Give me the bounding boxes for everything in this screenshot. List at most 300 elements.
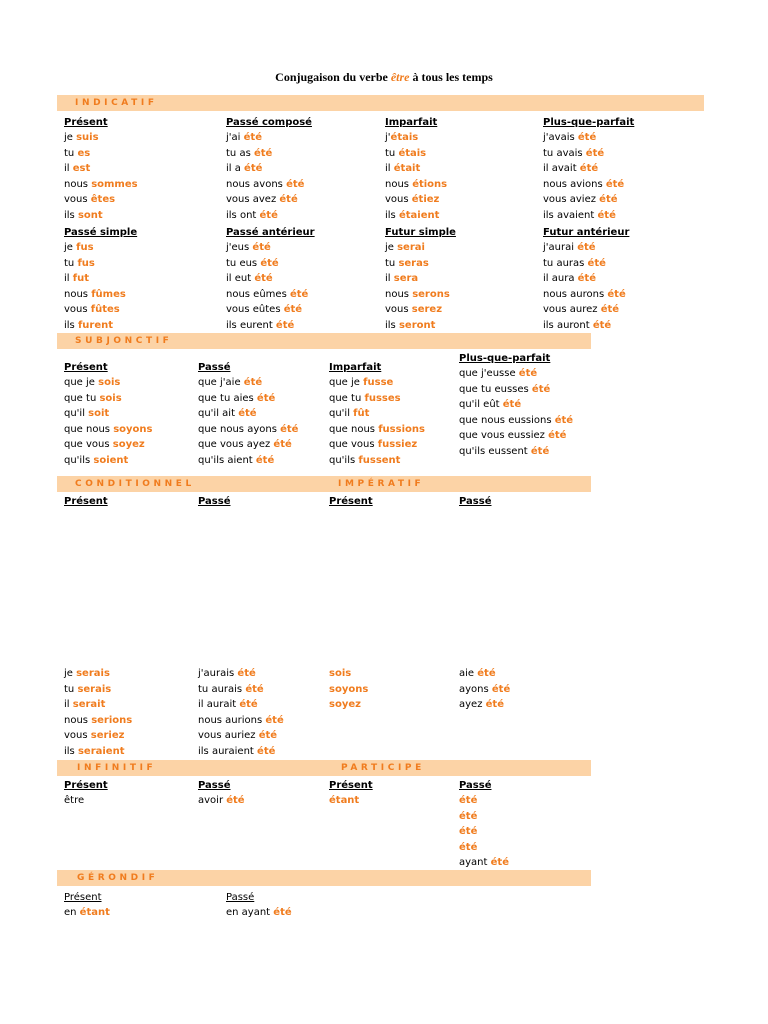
conjugation-row — [226, 318, 315, 334]
verb-form: été — [459, 841, 478, 853]
tense-column — [198, 778, 245, 809]
pronoun: il — [64, 163, 73, 174]
conjugation-row — [543, 240, 629, 256]
conjugation-row — [198, 406, 298, 422]
conjugation-row — [459, 666, 510, 682]
verb-form: êtes — [90, 194, 116, 205]
verb-form: été — [273, 907, 292, 918]
title-verb: être — [390, 70, 410, 84]
conjugation-row — [329, 682, 368, 698]
verb-form: serais — [77, 683, 112, 695]
pronoun: ils auraient — [198, 745, 258, 757]
verb-form: été — [238, 408, 257, 419]
conjugation-row — [64, 697, 132, 713]
verb-form: était — [393, 163, 421, 174]
pronoun: qu'ils — [64, 454, 94, 466]
conjugation-row — [543, 256, 629, 272]
conjugation-row — [64, 177, 138, 193]
verb-form: soyez — [112, 439, 145, 450]
conjugation-row — [459, 382, 573, 398]
tense-heading: Plus-que-parfait — [543, 117, 635, 128]
verb-form: été — [265, 714, 284, 726]
tense-column — [198, 360, 298, 468]
conjugation-row — [226, 240, 315, 256]
tense-column — [64, 890, 110, 921]
conjugation-row — [543, 177, 634, 193]
pronoun: que tu aies — [198, 392, 257, 404]
verb-form: été — [255, 454, 275, 466]
verb-form: été — [518, 368, 538, 379]
conjugation-row — [459, 397, 573, 413]
section-bar-gerondif — [57, 870, 591, 886]
pronoun: vous — [64, 194, 91, 205]
verb-form: étais — [390, 132, 419, 143]
pronoun: que j'aie — [198, 377, 244, 388]
conjugation-row — [543, 271, 629, 287]
verb-form: été — [280, 423, 299, 435]
tense-rows — [64, 666, 132, 759]
verb-form: serons — [412, 288, 450, 300]
verb-form: été — [239, 699, 258, 710]
tense-heading: Passé — [198, 496, 231, 507]
tense-heading: Présent — [64, 780, 108, 791]
conjugation-row — [226, 302, 315, 318]
conjugation-row — [64, 406, 153, 422]
verb-form: été — [289, 288, 309, 300]
pronoun: je — [64, 132, 77, 143]
pronoun: que nous — [64, 423, 114, 435]
tense-rows — [329, 666, 368, 713]
conjugation-row — [385, 302, 456, 318]
conjugation-row — [64, 240, 137, 256]
conjugation-row — [226, 130, 312, 146]
verb-form: été — [260, 257, 279, 269]
conjugation-row — [226, 256, 315, 272]
pronoun: vous — [385, 194, 412, 205]
pronoun: nous avons — [226, 178, 287, 190]
pronoun: vous auriez — [198, 730, 259, 741]
section-title-conditionnel: CONDITIONNEL — [75, 479, 195, 489]
conjugation-row — [329, 406, 425, 422]
pronoun: il aura — [543, 273, 578, 284]
verb-form: été — [459, 795, 478, 806]
pronoun: être — [64, 795, 85, 806]
tense-heading: Passé — [226, 892, 255, 903]
verb-form: été — [279, 194, 298, 205]
verb-form: es — [77, 147, 91, 159]
pronoun: avoir — [198, 795, 227, 806]
verb-form: été — [577, 132, 597, 143]
verb-form: été — [275, 319, 295, 331]
pronoun: ils — [385, 209, 399, 221]
pronoun: vous avez — [226, 194, 280, 205]
conjugation-row — [64, 146, 138, 162]
verb-form: été — [257, 745, 276, 757]
tense-column — [64, 360, 153, 468]
verb-form: été — [243, 377, 263, 388]
verb-form: fussiez — [377, 439, 418, 450]
pronoun: il eut — [226, 273, 255, 284]
verb-form: été — [554, 414, 574, 426]
pronoun: que nous ayons — [198, 423, 281, 435]
conjugation-row — [543, 161, 634, 177]
conjugation-row — [64, 208, 138, 224]
pronoun: tu — [385, 257, 399, 269]
tense-heading: Passé composé — [226, 117, 312, 128]
conjugation-row — [459, 793, 509, 809]
conjugation-row — [198, 453, 298, 469]
tense-heading: Passé — [459, 496, 492, 507]
verb-form: été — [605, 178, 625, 190]
tense-heading: Imparfait — [385, 117, 438, 128]
conjugation-row — [64, 375, 153, 391]
conjugation-row — [198, 793, 245, 809]
pronoun: j'eus — [226, 242, 253, 253]
verb-form: été — [585, 147, 605, 159]
pronoun: ils — [385, 319, 399, 331]
verb-form: fûtes — [90, 304, 120, 315]
verb-form: fusses — [364, 392, 401, 404]
conjugation-row — [64, 271, 137, 287]
conjugation-row — [543, 130, 634, 146]
verb-form: été — [531, 383, 551, 395]
tense-column — [459, 351, 573, 459]
tense-column — [385, 225, 456, 333]
verb-form: été — [237, 668, 256, 679]
conjugation-row — [64, 192, 138, 208]
conjugation-row — [459, 697, 510, 713]
conjugation-row — [64, 302, 137, 318]
pronoun: j'aurai — [543, 242, 578, 253]
conjugation-row — [385, 130, 447, 146]
verb-form: été — [592, 319, 612, 331]
tense-heading: Passé simple — [64, 227, 138, 238]
pronoun: il — [385, 163, 394, 174]
conjugation-row — [198, 697, 284, 713]
pronoun: tu as — [226, 147, 254, 159]
pronoun: que je — [329, 377, 364, 388]
pronoun: nous — [64, 178, 92, 190]
conjugation-row — [198, 391, 298, 407]
verb-form: été — [587, 257, 606, 269]
conjugation-row — [226, 208, 312, 224]
pronoun: en ayant — [226, 907, 274, 918]
verb-form: fus — [76, 242, 94, 253]
tense-column — [459, 778, 509, 871]
verb-form: serais — [76, 668, 110, 679]
pronoun: que vous — [64, 439, 113, 450]
pronoun: j'aurais — [198, 668, 238, 679]
verb-form: soyons — [113, 423, 153, 435]
pronoun: nous aurions — [198, 714, 266, 726]
pronoun: ayons — [459, 683, 492, 695]
conjugation-row — [329, 453, 425, 469]
verb-form: été — [502, 399, 522, 410]
section-title-subjonctif: SUBJONCTIF — [75, 336, 173, 346]
verb-form: fût — [353, 408, 370, 419]
conjugation-row — [64, 905, 110, 921]
conjugation-row — [543, 302, 629, 318]
conjugation-row — [385, 177, 447, 193]
verb-form: fus — [77, 257, 95, 269]
page-title — [0, 70, 768, 85]
conjugation-row — [226, 146, 312, 162]
verb-form: étions — [412, 178, 448, 190]
verb-form: été — [600, 304, 620, 315]
tense-heading: Présent — [64, 362, 108, 373]
pronoun: j'avais — [543, 132, 578, 143]
conjugation-row — [226, 271, 315, 287]
verb-form: été — [252, 242, 271, 253]
conjugation-row — [459, 444, 573, 460]
pronoun: tu — [64, 683, 78, 695]
section-bar-infinitif-participe — [57, 760, 591, 776]
verb-form: soit — [88, 408, 110, 419]
section-bar-indicatif — [57, 95, 704, 111]
tense-column — [64, 115, 138, 223]
conjugation-row — [459, 428, 573, 444]
conjugation-row — [198, 666, 284, 682]
pronoun: je — [64, 668, 77, 679]
verb-form: serez — [411, 304, 443, 315]
verb-form: été — [286, 178, 305, 190]
verb-form: étant — [329, 795, 360, 806]
tense-column — [329, 778, 373, 809]
pronoun: ils avaient — [543, 209, 598, 221]
verb-form: été — [485, 699, 504, 710]
pronoun: il — [64, 273, 73, 284]
section-title-gerondif: GÉRONDIF — [77, 873, 159, 883]
verb-form: serions — [91, 714, 133, 726]
pronoun: que vous eussiez — [459, 430, 549, 441]
verb-form: été — [477, 668, 496, 679]
conjugation-row — [64, 130, 138, 146]
verb-form: été — [243, 132, 262, 143]
conjugation-row — [459, 682, 510, 698]
conjugation-row — [64, 422, 153, 438]
conjugation-row — [64, 728, 132, 744]
pronoun: que j'eusse — [459, 368, 519, 379]
conjugation-row — [459, 366, 573, 382]
pronoun: qu'il — [64, 408, 89, 419]
verb-form: soient — [93, 454, 129, 466]
conjugation-row — [329, 375, 425, 391]
verb-form: soyons — [329, 683, 369, 695]
conjugation-row — [226, 905, 292, 921]
verb-form: été — [226, 795, 245, 806]
pronoun: vous eûtes — [226, 304, 284, 315]
conjugation-row — [198, 422, 298, 438]
conjugation-row — [543, 146, 634, 162]
verb-form: été — [283, 304, 303, 315]
conjugation-row — [459, 413, 573, 429]
tense-heading: Passé antérieur — [226, 227, 315, 238]
verb-form: fut — [72, 273, 89, 284]
verb-form: été — [577, 273, 596, 284]
conjugation-row — [329, 422, 425, 438]
pronoun: j' — [385, 132, 391, 143]
pronoun: nous — [385, 178, 413, 190]
pronoun: ils — [64, 209, 78, 221]
pronoun: aie — [459, 668, 478, 679]
conjugation-row — [385, 208, 447, 224]
pronoun: vous — [64, 730, 91, 741]
verb-form: été — [253, 147, 273, 159]
tense-column — [385, 115, 447, 223]
tense-heading: Présent — [329, 780, 373, 791]
verb-form: été — [491, 683, 511, 695]
verb-form: été — [579, 163, 599, 174]
verb-form: été — [607, 288, 626, 300]
title-suffix: à tous les temps — [409, 70, 493, 84]
verb-form: étant — [79, 907, 110, 918]
tense-column — [64, 778, 108, 809]
pronoun: il avait — [543, 163, 580, 174]
verb-form: été — [258, 730, 278, 741]
pronoun: ils ont — [226, 209, 260, 221]
pronoun: que vous ayez — [198, 439, 274, 450]
pronoun: tu — [385, 147, 399, 159]
conjugation-row — [385, 271, 456, 287]
conjugation-row — [198, 728, 284, 744]
pronoun: il — [64, 699, 73, 710]
pronoun: je — [64, 242, 77, 253]
conjugation-row — [64, 793, 108, 809]
pronoun: que tu — [64, 392, 100, 404]
pronoun: tu — [64, 257, 78, 269]
pronoun: en — [64, 907, 80, 918]
pronoun: qu'ils aient — [198, 454, 256, 466]
verb-form: été — [256, 392, 276, 404]
conjugation-row — [198, 713, 284, 729]
pronoun: qu'il — [329, 408, 354, 419]
pronoun: tu auras — [543, 257, 588, 269]
pronoun: il — [385, 273, 394, 284]
conjugation-row — [64, 666, 132, 682]
verb-form: étais — [398, 147, 427, 159]
pronoun: nous eûmes — [226, 288, 290, 300]
pronoun: tu eus — [226, 257, 261, 269]
conjugation-row — [329, 793, 373, 809]
tense-column — [226, 890, 292, 921]
pronoun: il a — [226, 163, 245, 174]
pronoun: vous aviez — [543, 194, 600, 205]
conjugation-row — [329, 391, 425, 407]
conjugation-row — [226, 287, 315, 303]
pronoun: nous — [64, 288, 92, 300]
pronoun: nous aurons — [543, 288, 608, 300]
pronoun: nous avions — [543, 178, 606, 190]
tense-heading: Passé — [459, 780, 492, 791]
pronoun: j'ai — [226, 132, 244, 143]
tense-rows — [459, 666, 510, 713]
tense-column — [329, 360, 425, 468]
section-title-imperatif: IMPÉRATIF — [338, 479, 425, 489]
tense-heading: Passé — [198, 780, 231, 791]
conjugation-row — [226, 161, 312, 177]
verb-form: suis — [76, 132, 99, 143]
conjugation-row — [226, 177, 312, 193]
verb-form: soyez — [329, 699, 361, 710]
conjugation-row — [64, 453, 153, 469]
tense-column — [64, 225, 137, 333]
conjugation-row — [64, 391, 153, 407]
pronoun: que nous eussions — [459, 414, 555, 426]
verb-form: été — [459, 810, 478, 822]
verb-form: seront — [398, 319, 436, 331]
conjugation-row — [385, 318, 456, 334]
pronoun: vous — [385, 304, 412, 315]
pronoun: nous — [385, 288, 413, 300]
pronoun: que je — [64, 377, 99, 388]
pronoun: ils — [64, 319, 78, 331]
pronoun: ayez — [459, 699, 486, 710]
conjugation-row — [198, 682, 284, 698]
verb-form: sois — [99, 392, 122, 404]
conjugation-row — [385, 192, 447, 208]
verb-form: été — [244, 163, 263, 174]
conjugation-row — [543, 287, 629, 303]
conjugation-row — [385, 146, 447, 162]
conjugation-row — [198, 375, 298, 391]
tense-heading: Imparfait — [329, 362, 382, 373]
conjugation-row — [329, 697, 368, 713]
title-prefix: Conjugaison du verbe — [275, 70, 391, 84]
verb-form: serait — [72, 699, 106, 710]
tense-column — [543, 115, 634, 223]
conjugation-row — [64, 256, 137, 272]
verb-form: sera — [393, 273, 419, 284]
pronoun: il aurait — [198, 699, 240, 710]
pronoun: qu'ils eussent — [459, 445, 531, 457]
pronoun: ils auront — [543, 319, 593, 331]
pronoun: qu'il eût — [459, 399, 503, 410]
conjugation-row — [64, 682, 132, 698]
pronoun: je — [385, 242, 398, 253]
section-title-participe: PARTICIPE — [341, 763, 425, 773]
verb-form: seriez — [90, 730, 125, 741]
verb-form: été — [245, 683, 264, 695]
pronoun: ayant — [459, 857, 491, 868]
conjugation-row — [385, 287, 456, 303]
verb-form: furent — [77, 319, 114, 331]
tense-column — [226, 225, 315, 333]
conjugation-row — [198, 744, 284, 760]
tense-heading: Présent — [329, 496, 373, 507]
verb-form: été — [577, 242, 596, 253]
conjugation-row — [64, 744, 132, 760]
tense-heading: Présent — [64, 117, 108, 128]
conjugation-row — [329, 666, 368, 682]
tense-heading: Présent — [64, 892, 102, 903]
pronoun: qu'il ait — [198, 408, 239, 419]
verb-form: été — [548, 430, 567, 441]
verb-form: étiez — [411, 194, 440, 205]
conjugation-row — [385, 240, 456, 256]
verb-form: été — [530, 445, 550, 457]
section-bar-conditionnel-imperatif — [57, 476, 591, 492]
pronoun: qu'ils — [329, 454, 359, 466]
pronoun: que vous — [329, 439, 378, 450]
pronoun: tu aurais — [198, 683, 246, 695]
conjugation-row — [198, 437, 298, 453]
verb-form: sont — [77, 209, 103, 221]
verb-form: seraient — [77, 745, 125, 757]
pronoun: vous aurez — [543, 304, 601, 315]
conjugation-row — [543, 208, 634, 224]
conjugation-row — [543, 318, 629, 334]
pronoun: ils — [64, 745, 78, 757]
